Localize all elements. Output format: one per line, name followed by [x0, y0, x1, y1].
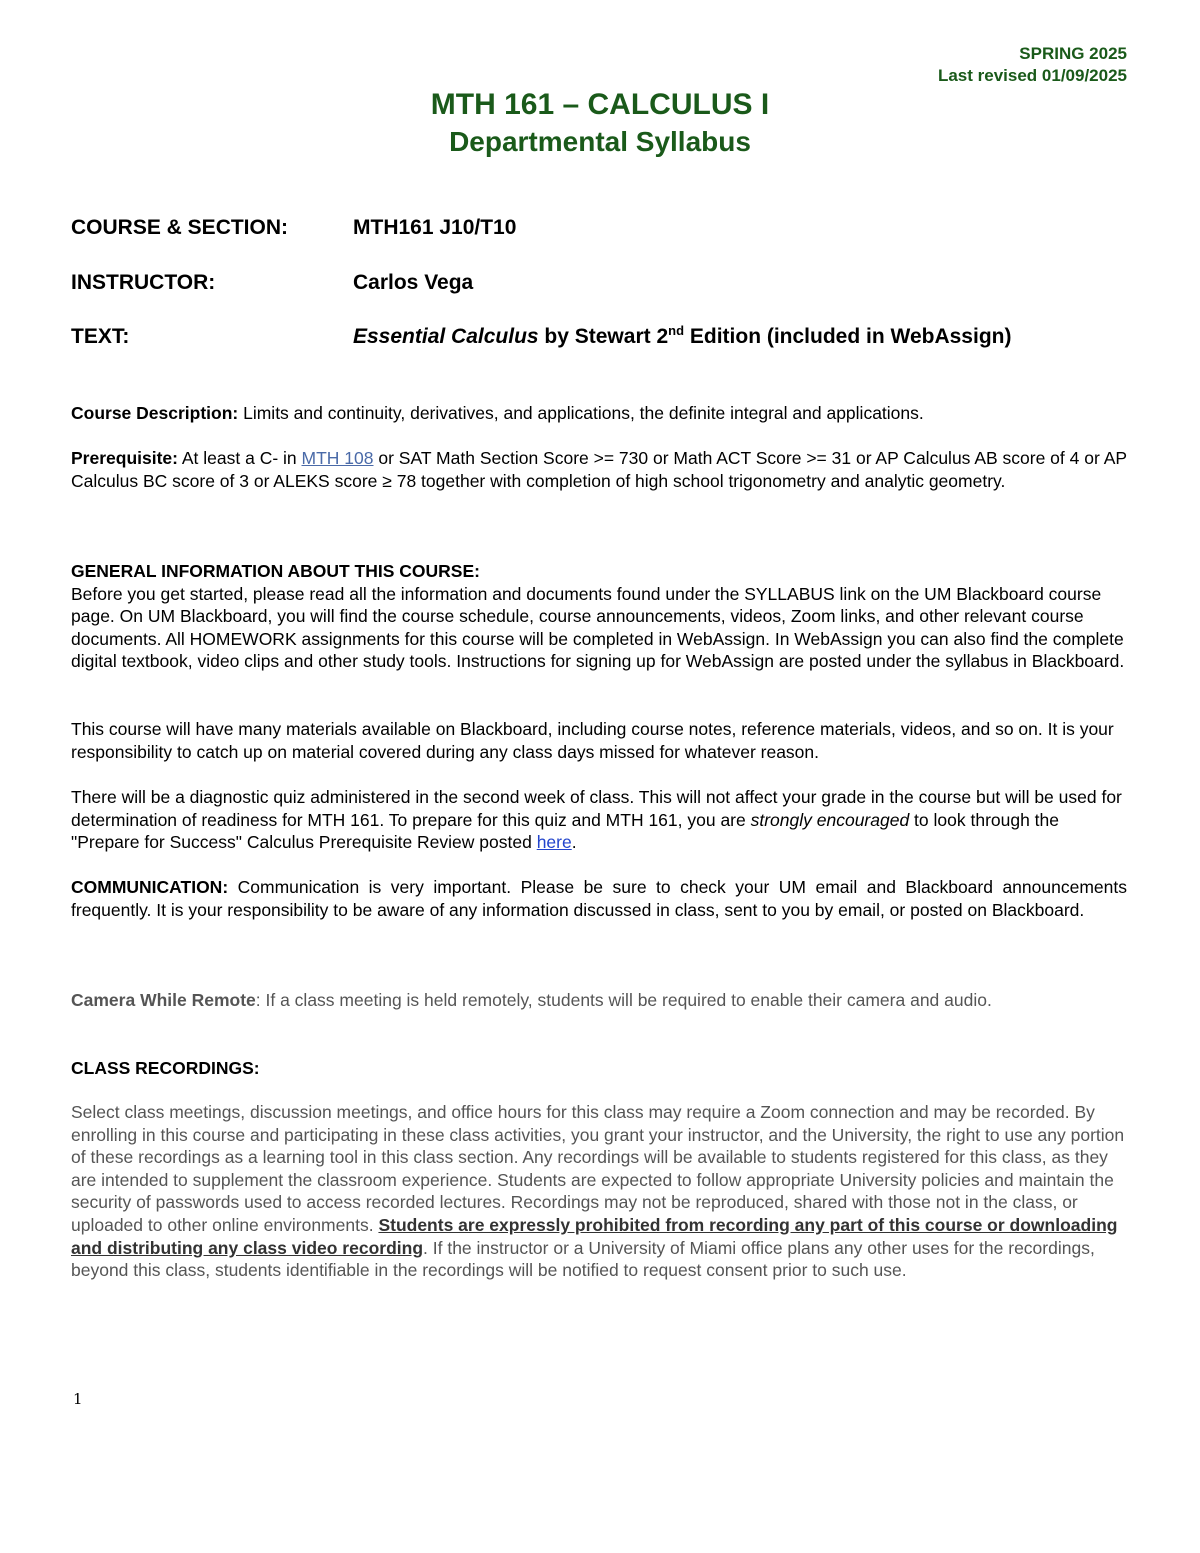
course-section-row: [71, 214, 516, 242]
general-info-paragraph-3: [71, 786, 1127, 854]
prepare-text: to look through the "Prepare for Success" Calculus Prerequisite Review posted: [71, 809, 1060, 853]
recordings-text-after: . If the instructor or a University of Miami office plans any other uses for the recordings, beyond this class, students identifiable in the recordings will be notified to request consent prior to such use.: [71, 1237, 1095, 1281]
page-subtitle: Departmental Syllabus: [449, 126, 751, 157]
instructor-value: Carlos Vega: [353, 271, 474, 294]
prerequisite-text-after: or SAT Math Section Score >= 730 or Math ACT Score >= 31 or AP Calculus AB score of 4 or AP Calculus BC score of 3 or ALEKS score ≥ 78 together with completion of high school trigonometry and analytic geometry.: [71, 448, 1127, 491]
textbook-title: Essential Calculus: [353, 325, 539, 348]
text-value: [353, 325, 1011, 348]
textbook-author: by Stewart 2: [538, 325, 669, 348]
course-description: [71, 402, 1127, 425]
strongly-encouraged-text: strongly encouraged: [750, 809, 910, 830]
term-label: SPRING 2025: [1019, 44, 1127, 63]
camera-text: : If a class meeting is held remotely, students will be required to enable their camera and audio.: [255, 990, 992, 1010]
general-info-paragraph-2: This course will have many materials available on Blackboard, including course notes, reference materials, videos, and so on. It is your responsibility to catch up on material covered during any class days missed for whatever reason.: [71, 719, 1114, 762]
camera-label: Camera While Remote: [71, 990, 256, 1010]
recordings-heading: CLASS RECORDINGS:: [71, 1058, 260, 1078]
general-info-section: [71, 560, 1127, 673]
course-section-value: MTH161 J10/T10: [353, 216, 517, 239]
camera-policy: [71, 989, 1127, 1012]
prerequisite-label: Prerequisite:: [71, 448, 178, 468]
text-label: TEXT:: [71, 325, 130, 348]
communication: [71, 876, 1127, 921]
textbook-edition: Edition (included in WebAssign): [684, 325, 1012, 348]
revised-date: Last revised 01/09/2025: [937, 66, 1127, 85]
prerequisite-review-link[interactable]: here: [536, 832, 572, 853]
edition-superscript: nd: [668, 323, 685, 338]
recordings-text: Select class meetings, discussion meetings, and office hours for this class may require a Zoom connection and may be recorded. By enrolling in this course and participating in these class activities, you grant your instructor, and the University, the right to use any portion of these recordings as a learning tool in this class section. Any recordings will be available to students registered for this class, as they are intended to supplement the classroom experience. Students are expected to follow appropriate University policies and maintain the security of passwords used to access recorded lectures. Recordings may not be reproduced, shared with those not in the class, or uploaded to other online environments.: [71, 1102, 1125, 1235]
communication-text: Communication is very important. Please be sure to check your UM email and Blackboard announcements frequently. It is your responsibility to be aware of any information discussed in class, sent to you by email, or posted on Blackboard.: [71, 877, 1127, 920]
period: .: [571, 832, 577, 853]
general-info-paragraph-1: Before you get started, please read all the information and documents found under the SYLLABUS link on the UM Blackboard course page. On UM Blackboard, you will find the course schedule, course announcements, videos, Zoom links, and other relevant course documents. All HOMEWORK assignments for this course will be completed in WebAssign. In WebAssign you can also find the complete digital textbook, video clips and other study tools. Instructions for signing up for WebAssign are posted under the syllabus in Blackboard.: [71, 583, 1125, 672]
recordings-prohibition: Students are expressly prohibited from recording any part of this course or downloading and distributing any class video recording: [71, 1214, 1118, 1258]
mth108-link[interactable]: MTH 108: [301, 448, 374, 468]
course-section-label: COURSE & SECTION:: [71, 216, 289, 239]
term-block: [938, 43, 1127, 87]
communication-label: COMMUNICATION:: [71, 877, 229, 897]
prerequisite-text-before: At least a C- in: [177, 448, 302, 468]
text-row: [71, 323, 1011, 351]
instructor-label: INSTRUCTOR:: [71, 271, 216, 294]
prerequisite: [71, 447, 1127, 492]
diagnostic-text: There will be a diagnostic quiz administered in the second week of class. This will not affect your grade in the course but will be used for determination of readiness for MTH 161. To prepare for this quiz and MTH 161, you are: [71, 787, 1122, 830]
description-text: Limits and continuity, derivatives, and applications, the definite integral and applications.: [238, 403, 924, 423]
general-info-heading: GENERAL INFORMATION ABOUT THIS COURSE:: [71, 561, 480, 581]
recordings-paragraph: [71, 1101, 1127, 1282]
page-title: MTH 161 – CALCULUS I: [430, 88, 770, 121]
instructor-row: [71, 269, 473, 297]
description-label: Course Description:: [71, 403, 239, 423]
page-number: 1: [73, 1390, 83, 1408]
